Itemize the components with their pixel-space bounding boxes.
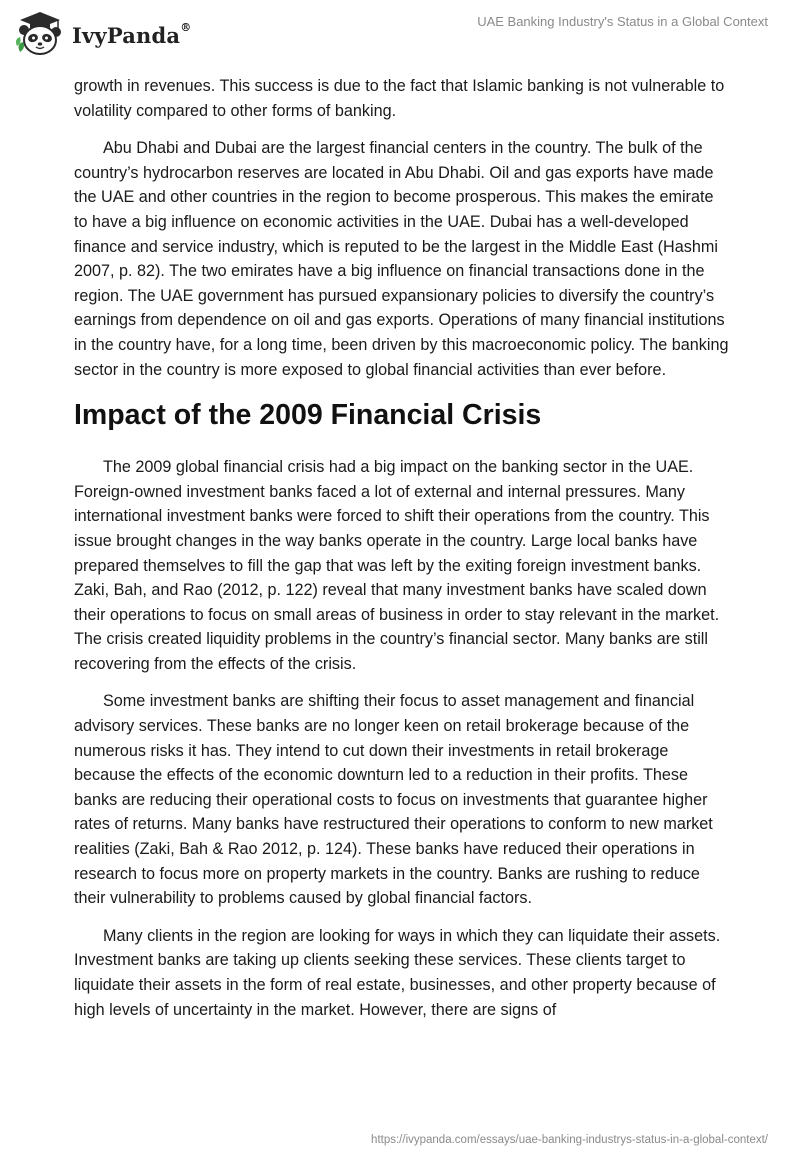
- source-url[interactable]: https://ivypanda.com/essays/uae-banking-industrys-status-in-a-global-context/: [371, 1134, 768, 1146]
- paragraph-crisis-impact: The 2009 global financial crisis had a big impact on the banking sector in the UAE. Foreign-owned investment banks faced a lot of external and internal pressures. Many international investment banks were forced to shift their operations from the country. This issue brought changes in the way banks operate in the country. Large local banks have prepared themselves to fill the gap that was left by the exiting foreign investment banks. Zaki, Bah, and Rao (2012, p. 122) reveal that many investment banks have scaled down their operations to focus on small areas of business in order to stay relevant in the market. The crisis created liquidity problems in the country’s financial sector. Many banks are still recovering from the effects of the crisis.: [74, 458, 720, 673]
- paragraph-liquidation: Many clients in the region are looking for ways in which they can liquidate their assets. Investment banks are taking up clients seeking these services. These clients target to liquidate their assets in the form of real estate, businesses, and other property because of high levels of uncertainty in the market. However, there are signs of: [74, 926, 721, 1019]
- section-heading: Impact of the 2009 Financial Crisis: [74, 399, 542, 432]
- page-header: [0, 0, 800, 64]
- running-title: UAE Banking Industry's Status in a Global Context: [477, 14, 768, 29]
- brand-logo[interactable]: [14, 8, 191, 58]
- article-body: [74, 74, 730, 1035]
- paragraph-continued: growth in revenues. This success is due to the fact that Islamic banking is not vulnerable to volatility compared to other forms of banking.: [74, 77, 725, 120]
- paragraph-financial-centers: Abu Dhabi and Dubai are the largest financial centers in the country. The bulk of the country’s hydrocarbon reserves are located in Abu Dhabi. Oil and gas exports have made the UAE and other countries in the region to become prosperous. This makes the emirate to have a big influence on economic activities in the UAE. Dubai has a well-developed finance and service industry, which is reputed to be the largest in the Middle East (Hashmi 2007, p. 82). The two emirates have a big influence on financial transactions done in the region. The UAE government has pursued expansionary policies to diversify the country’s earnings from dependence on oil and gas exports. Operations of many financial institutions in the country have, for a long time, been driven by this macroeconomic policy. The banking sector in the country is more exposed to global financial activities than ever before.: [74, 139, 729, 379]
- panda-logo-icon: [14, 8, 66, 58]
- brand-name: IvyPanda®: [72, 20, 192, 48]
- paragraph-asset-management: Some investment banks are shifting their focus to asset management and financial advisory services. These banks are no longer keen on retail brokerage because of the numerous risks it has. They intend to cut down their investments in retail brokerage because the effects of the economic downturn led to a reduction in their profits. These banks are reducing their operational costs to focus on investments that guarantee higher rates of returns. Many banks have restructured their operations to conform to new market realities (Zaki, Bah & Rao 2012, p. 124). These banks have reduced their operations in research to focus more on property markets in the country. Banks are rushing to reduce their vulnerability to problems caused by global financial factors.: [74, 692, 713, 908]
